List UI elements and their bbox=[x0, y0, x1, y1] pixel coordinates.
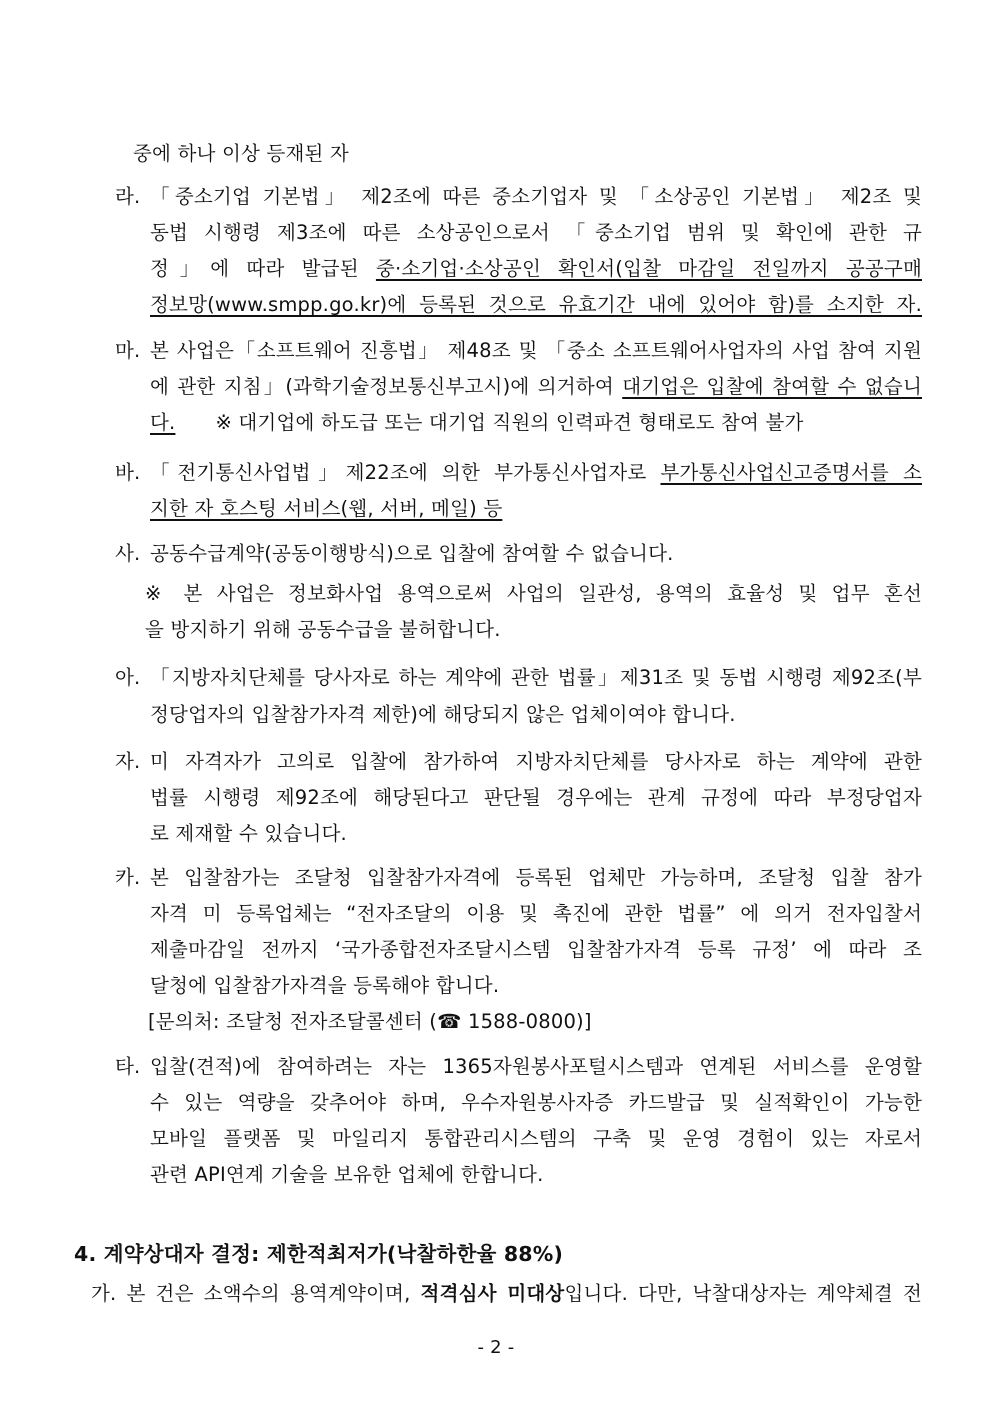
text-span: 입니다. 다만, 낙찰대상자는 계약체결 전 bbox=[564, 1282, 923, 1305]
body-line bbox=[150, 257, 922, 281]
body-line: 법률 시행령 제92조에 해당된다고 판단될 경우에는 관계 규정에 따라 부정당업자 bbox=[150, 786, 922, 809]
text-span: 정」에 따라 발급된 bbox=[150, 257, 376, 280]
body-line: 관련 API연계 기술을 보유한 업체에 한합니다. bbox=[150, 1163, 544, 1186]
underlined-text: 정보망(www.smpp.go.kr)에 등록된 것으로 유효기간 내에 있어야 함)를 소지한 자. bbox=[150, 293, 922, 316]
body-line: 입찰(견적)에 참여하려는 자는 1365자원봉사포털시스템과 연계된 서비스를 운영할 bbox=[150, 1055, 922, 1078]
body-line: 미 자격자가 고의로 입찰에 참가하여 지방자치단체를 당사자로 하는 계약에 관한 bbox=[150, 750, 922, 773]
item-marker: 마. bbox=[115, 339, 141, 362]
item-marker: 카. bbox=[115, 866, 141, 889]
body-line: 달청에 입찰참가자격을 등록해야 합니다. bbox=[150, 974, 500, 997]
body-line: 공동수급계약(공동이행방식)으로 입찰에 참여할 수 없습니다. bbox=[150, 542, 674, 565]
body-line: 본 입찰참가는 조달청 입찰참가자격에 등록된 업체만 가능하며, 조달청 입찰 참가 bbox=[150, 866, 922, 889]
underlined-text: 대기업은 입찰에 참여할 수 없습니 bbox=[622, 375, 922, 398]
body-line bbox=[150, 461, 922, 485]
note-text: ※ 대기업에 하도급 또는 대기업 직원의 인력파견 형태로도 참여 불가 bbox=[215, 411, 804, 434]
body-line bbox=[150, 375, 922, 399]
note-line: ※ 본 사업은 정보화사업 용역으로써 사업의 일관성, 용역의 효율성 및 업무 혼선 bbox=[145, 582, 922, 605]
item-marker: 자. bbox=[115, 750, 141, 773]
page-number: - 2 - bbox=[477, 1337, 515, 1358]
underlined-text: 중·소기업·소상공인 확인서(입찰 마감일 전일까지 공공구매 bbox=[375, 257, 922, 280]
body-line: 「지방자치단체를 당사자로 하는 계약에 관한 법률」제31조 및 동법 시행령 제92조(부 bbox=[150, 666, 922, 689]
note-line: 을 방지하기 위해 공동수급을 불허합니다. bbox=[145, 618, 501, 641]
text-span: 1588-0800)] bbox=[461, 1010, 592, 1033]
text-span: 「전기통신사업법」제22조에 의한 부가통신사업자로 bbox=[150, 461, 661, 484]
phone-icon: ☎ bbox=[437, 1010, 462, 1033]
body-line: 중에 하나 이상 등재된 자 bbox=[133, 142, 349, 165]
body-line: 로 제재할 수 있습니다. bbox=[150, 822, 347, 845]
underlined-text: 지한 자 호스팅 서비스(웹, 서버, 메일) 등 bbox=[150, 497, 503, 520]
underlined-text: 부가통신사업신고증명서를 소 bbox=[660, 461, 922, 484]
body-line: 자격 미 등록업체는 “전자조달의 이용 및 촉진에 관한 법률” 에 의거 전자입찰서 bbox=[150, 902, 922, 925]
body-line: 본 사업은「소프트웨어 진흥법」 제48조 및 「중소 소프트웨어사업자의 사업 참여 지원 bbox=[150, 339, 922, 362]
list-item-ga bbox=[91, 1282, 922, 1306]
item-marker: 라. bbox=[115, 185, 141, 208]
body-line: 모바일 플랫폼 및 마일리지 통합관리시스템의 구축 및 운영 경험이 있는 자로서 bbox=[150, 1127, 922, 1150]
body-line: 제출마감일 전까지 ‘국가종합전자조달시스템 입찰참가자격 등록 규정’ 에 따라 조 bbox=[150, 938, 922, 961]
section-heading: 4. 계약상대자 결정: 제한적최저가(낙찰하한율 88%) bbox=[74, 1242, 564, 1266]
item-marker: 사. bbox=[115, 542, 141, 565]
text-span: [문의처: 조달청 전자조달콜센터 ( bbox=[148, 1010, 438, 1033]
bold-text: 적격심사 미대상 bbox=[420, 1282, 565, 1305]
body-line: 동법 시행령 제3조에 따른 소상공인으로서 「중소기업 범위 및 확인에 관한 규 bbox=[150, 221, 922, 244]
item-marker: 아. bbox=[115, 666, 141, 689]
body-line: 정당업자의 입찰참가자격 제한)에 해당되지 않은 업체이여야 합니다. bbox=[150, 703, 736, 726]
body-line: 수 있는 역량을 갖추어야 하며, 우수자원봉사자증 카드발급 및 실적확인이 가능한 bbox=[150, 1091, 922, 1114]
text-span: 가. 본 건은 소액수의 용역계약이며, bbox=[91, 1282, 421, 1305]
body-line bbox=[150, 411, 804, 435]
item-marker: 바. bbox=[115, 461, 141, 484]
item-marker: 타. bbox=[115, 1055, 141, 1078]
contact-line bbox=[148, 1010, 592, 1034]
text-span: 에 관한 지침」(과학기술정보통신부고시)에 의거하여 bbox=[150, 375, 623, 398]
underlined-text: 다. bbox=[150, 411, 176, 434]
body-line: 「중소기업 기본법」 제2조에 따른 중소기업자 및 「소상공인 기본법」 제2조 및 bbox=[150, 185, 922, 208]
